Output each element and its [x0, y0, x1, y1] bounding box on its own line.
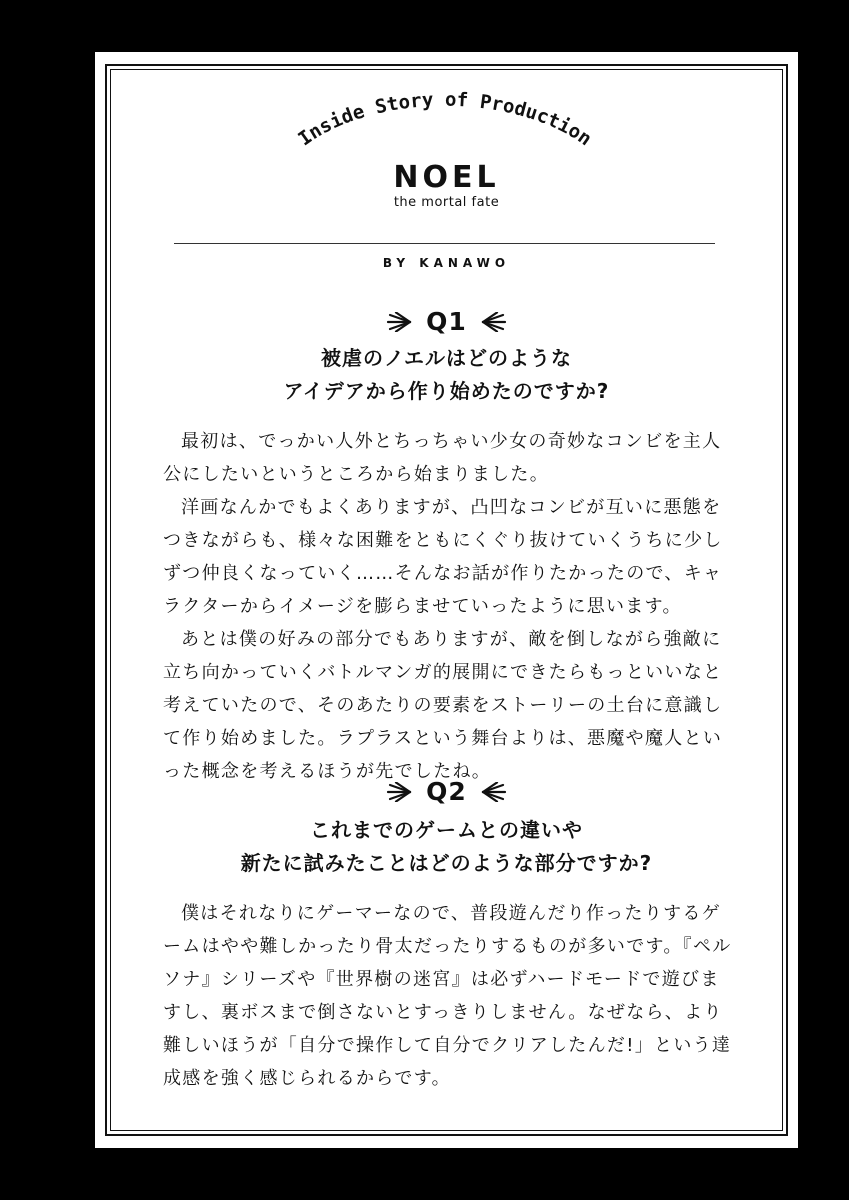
question-line: 新たに試みたことはどのような部分ですか? — [240, 851, 653, 875]
byline: BY KANAWO — [382, 256, 511, 270]
answer-q2 — [163, 897, 733, 1095]
answer-q1 — [163, 425, 733, 788]
page-subtitle: the mortal fate — [393, 195, 500, 210]
fan-ornament-left-icon — [384, 312, 412, 332]
svg-text:Inside Story of Production: Inside Story of Production — [294, 88, 596, 151]
divider — [174, 243, 715, 244]
arc-title — [95, 52, 798, 252]
answer-paragraph: あとは僕の好みの部分でもありますが、敵を倒しながら強敵に立ち向かっていくバトルマンガ的展開にできたらもっといいなと考えていたので、そのあたりの要素をストーリーの土台に意識して作り始めました。ラプラスという舞台よりは、悪魔や魔人といった概念を考えるほうが先でしたね。 — [163, 629, 723, 782]
fan-ornament-left-icon — [384, 782, 412, 802]
question-label: Q1 — [426, 307, 467, 336]
fan-ornament-right-icon — [481, 782, 509, 802]
question-heading-q2 — [95, 777, 798, 806]
answer-paragraph: 洋画なんかでもよくありますが、凸凹なコンビが互いに悪態をつきながらも、様々な困難をともにくぐり抜けていくうちに少しずつ仲良くなっていく……そんなお話が作りたかったので、キャラクターからイメージを膨らませていったように思います。 — [163, 497, 723, 617]
question-label: Q2 — [426, 777, 467, 806]
question-line: これまでのゲームとの違いや — [310, 818, 583, 842]
answer-paragraph: 僕はそれなりにゲーマーなので、普段遊んだり作ったりするゲームはやや難しかったり骨太だったりするものが多いです。『ペルソナ』シリーズや『世界樹の迷宮』は必ずハードモードで遊びますし、裏ボスまで倒さないとすっきりしません。なぜなら、より難しいほうが「自分で操作して自分でクリアしたんだ!」という達成感を強く感じられるからです。 — [163, 903, 732, 1089]
document-page — [95, 52, 798, 1148]
question-text-q2 — [95, 814, 798, 880]
question-heading-q1 — [95, 307, 798, 336]
answer-paragraph: 最初は、でっかい人外とちっちゃい少女の奇妙なコンビを主人公にしたいというところから始まりました。 — [163, 431, 722, 485]
question-line: 被虐のノエルはどのような — [321, 346, 572, 370]
fan-ornament-right-icon — [481, 312, 509, 332]
question-line: アイデアから作り始めたのですか? — [283, 379, 610, 403]
page-title: NOEL — [393, 160, 500, 195]
question-text-q1 — [95, 342, 798, 408]
